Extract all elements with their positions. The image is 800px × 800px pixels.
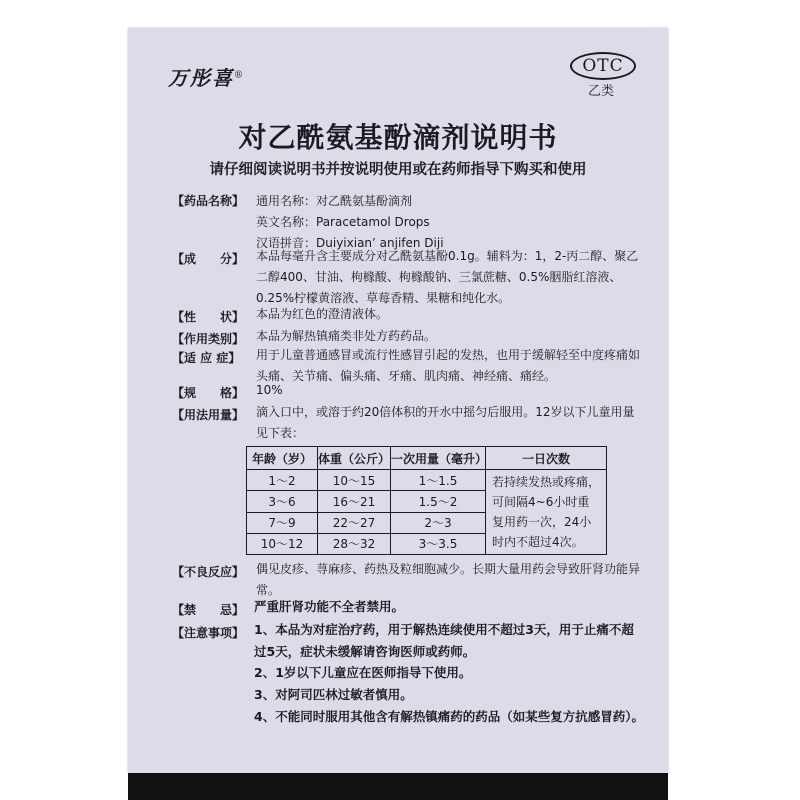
page-title: 对乙酰氨基酚滴剂说明书 xyxy=(238,121,558,154)
otc-badge: OTC xyxy=(570,52,636,80)
brand-logo xyxy=(168,62,245,91)
cell-daily-note: 若持续发热或疼痛，可间隔4~6小时重复用药一次，24小时内不超过4次。 xyxy=(486,470,607,555)
spec-text: 10% xyxy=(256,383,283,397)
cell-age: 1～2 xyxy=(247,470,318,491)
indication-text: 用于儿童普通感冒或流行性感冒引起的发热，也用于缓解轻至中度疼痛如头痛、关节痛、偏头痛、牙痛、肌肉痛、神经痛、痛经。 xyxy=(256,348,641,383)
precaution-item-3: 3、对阿司匹林过敏者慎用。 xyxy=(254,687,413,702)
cell-weight: 16～21 xyxy=(318,491,391,512)
section-label-composition: 【成 分】 xyxy=(172,252,245,266)
cell-age: 10～12 xyxy=(247,533,318,554)
cell-weight: 22～27 xyxy=(318,512,391,533)
cell-dose: 1～1.5 xyxy=(391,470,486,491)
cell-weight: 28～32 xyxy=(318,533,391,554)
section-label-contraindication: 【禁 忌】 xyxy=(172,603,245,617)
cell-dose: 1.5～2 xyxy=(391,491,486,512)
brand-name: 万彤喜 xyxy=(168,66,234,90)
leaflet-page xyxy=(128,28,668,773)
pinyin-label: 汉语拼音： xyxy=(256,236,317,250)
section-label-precautions: 【注意事项】 xyxy=(172,626,245,640)
table-row xyxy=(247,470,607,491)
precaution-item-2: 2、1岁以下儿童应在医师指导下使用。 xyxy=(254,665,472,680)
page-subtitle: 请仔细阅读说明书并按说明使用或在药师指导下购买和使用 xyxy=(209,162,587,178)
cell-age: 3～6 xyxy=(247,491,318,512)
adverse-text: 偶见皮疹、荨麻疹、药热及粒细胞减少。长期大量用药会导致肝肾功能异常。 xyxy=(256,562,641,597)
section-label-drug-name: 【药品名称】 xyxy=(172,194,245,208)
dosage-table xyxy=(246,446,607,555)
section-label-spec: 【规 格】 xyxy=(172,386,245,400)
cell-weight: 10～15 xyxy=(318,470,391,491)
english-name: 英文名称：Paracetamol Drops xyxy=(256,215,430,229)
precaution-item-1: 1、本品为对症治疗药，用于解热连续使用不超过3天，用于止痛不超过5天，症状未缓解请咨询医师或药师。 xyxy=(254,622,634,659)
precaution-item-4: 4、不能同时服用其他含有解热镇痛药的药品（如某些复方抗感冒药）。 xyxy=(254,709,644,724)
composition-text: 本品每毫升含主要成分对乙酰氨基酚0.1g。辅料为：1，2-丙二醇、聚乙二醇400、甘油、枸橼酸、枸橼酸钠、三氯蔗糖、0.5%胭脂红溶液、0.25%柠檬黄溶液、草莓香精、果糖和纯化水。 xyxy=(256,249,639,305)
header-single-dose: 一次用量（毫升） xyxy=(391,447,486,470)
cell-dose: 3～3.5 xyxy=(391,533,486,554)
section-label-character: 【性 状】 xyxy=(172,310,245,324)
generic-name: 通用名称：对乙酰氨基酚滴剂 xyxy=(256,194,413,208)
section-label-adverse: 【不良反应】 xyxy=(172,565,245,579)
cell-dose: 2～3 xyxy=(391,512,486,533)
otc-class-label: 乙类 xyxy=(588,84,615,99)
header-age: 年龄（岁） xyxy=(247,447,318,470)
category-text: 本品为解热镇痛类非处方药药品。 xyxy=(256,329,437,343)
header-weight: 体重（公斤） xyxy=(318,447,391,470)
registered-mark: ® xyxy=(234,70,245,81)
bottom-shadow-band xyxy=(128,773,668,800)
contraindication-text: 严重肝肾功能不全者禁用。 xyxy=(254,599,405,614)
section-label-category: 【作用类别】 xyxy=(172,332,245,346)
dosage-table-header xyxy=(247,447,607,470)
dosage-text: 滴入口中，或溶于约20倍体积的开水中摇匀后服用。12岁以下儿童用量见下表： xyxy=(256,405,635,440)
pinyin-value: Duiyixian’ anjifen Diji xyxy=(316,236,444,250)
section-label-dosage: 【用法用量】 xyxy=(172,408,245,422)
cell-age: 7～9 xyxy=(247,512,318,533)
character-text: 本品为红色的澄清液体。 xyxy=(256,307,389,321)
section-label-indication: 【适 应 症】 xyxy=(172,351,241,365)
header-daily-times: 一日次数 xyxy=(486,447,607,470)
